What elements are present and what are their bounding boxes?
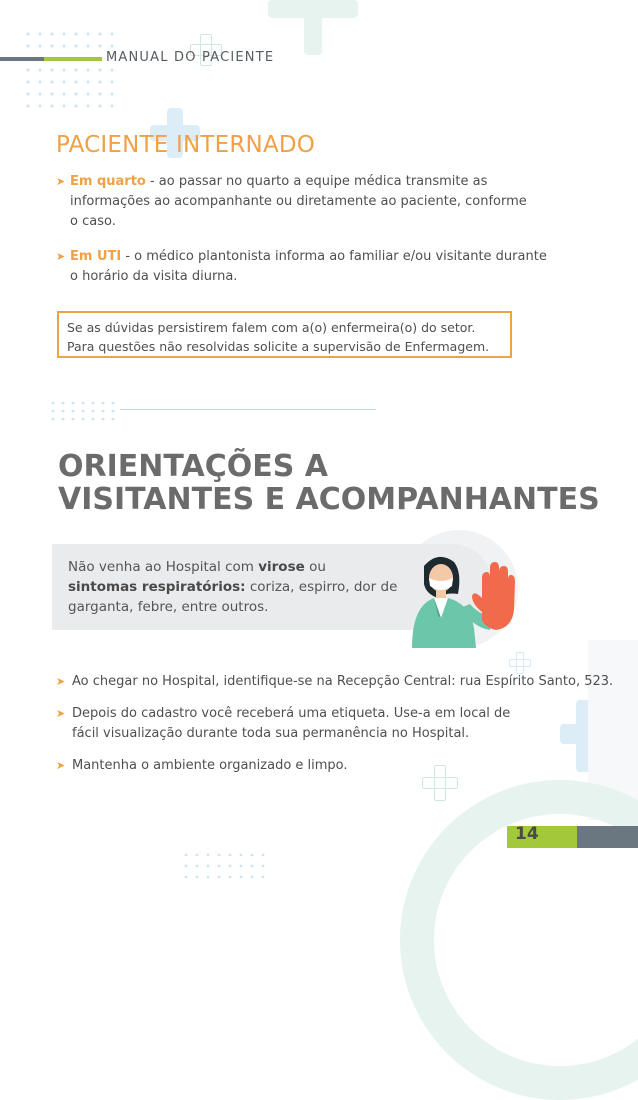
arrow-bullet-icon: ➤	[56, 759, 66, 772]
item-text: Mantenha o ambiente organizado e limpo.	[72, 758, 348, 773]
section-title-line: VISITANTES E ACOMPANHANTES	[58, 482, 600, 517]
item-text: - o médico plantonista informa ao familiar e/ou visitante durante	[121, 249, 547, 264]
item-label: Em UTI	[70, 249, 122, 264]
dot-pattern	[50, 400, 120, 422]
list-item	[56, 172, 556, 232]
item-text: o horário da visita diurna.	[70, 269, 238, 284]
header-accent-bar	[44, 57, 102, 61]
list-item	[56, 672, 616, 692]
section-title-line: ORIENTAÇÕES A	[58, 449, 328, 484]
note-text: Se as dúvidas persistirem falem com a(o) enfermeira(o) do setor.	[67, 320, 476, 335]
item-text: o caso.	[70, 214, 116, 229]
arrow-bullet-icon: ➤	[56, 175, 66, 188]
section-title: PACIENTE INTERNADO	[56, 132, 316, 158]
list-item	[56, 756, 556, 776]
arrow-bullet-icon: ➤	[56, 675, 66, 688]
arrow-bullet-icon: ➤	[56, 707, 66, 720]
warning-text: Não venha ao Hospital com virose ou sintomas respiratórios: coriza, espirro, dor de garganta, febre, entre outros.	[68, 559, 398, 615]
item-text: fácil visualização durante toda sua permanência no Hospital.	[72, 726, 470, 741]
cross-icon	[268, 0, 358, 55]
nurse-stop-illustration	[398, 548, 518, 648]
header-accent-bar	[0, 57, 44, 61]
header-title: MANUAL DO PACIENTE	[106, 50, 275, 65]
note-box	[57, 311, 512, 358]
list-item	[56, 247, 566, 287]
note-text: Para questões não resolvidas solicite a supervisão de Enfermagem.	[67, 339, 490, 354]
item-text: informações ao acompanhante ou diretamente ao paciente, conforme	[70, 194, 527, 209]
dot-pattern	[24, 30, 124, 120]
page-number: 14	[515, 824, 539, 844]
item-label: Em quarto	[70, 174, 146, 189]
arrow-bullet-icon: ➤	[56, 250, 66, 263]
section-title	[58, 450, 600, 516]
item-text: Ao chegar no Hospital, identifique-se na Recepção Central: rua Espírito Santo, 523.	[72, 674, 614, 689]
cross-icon	[509, 652, 531, 674]
item-text: Depois do cadastro você receberá uma etiqueta. Use-a em local de	[72, 706, 511, 721]
page-number-bar	[577, 826, 638, 848]
item-text: - ao passar no quarto a equipe médica transmite as	[145, 174, 488, 189]
divider	[120, 409, 376, 410]
dot-pattern	[183, 852, 275, 882]
list-item	[56, 704, 576, 744]
